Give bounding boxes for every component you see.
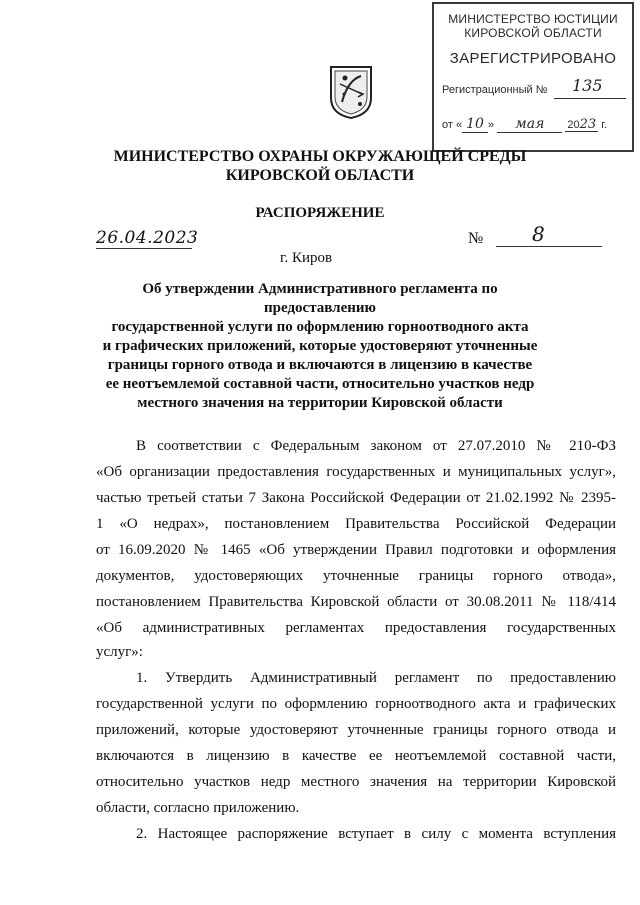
heading-line: границы горного отвода и включаются в лицензию в качестве: [107, 357, 533, 373]
stamp-authority: [434, 12, 632, 40]
body-line: от 16.09.2020 № 1465 «Об утверждении Правил подготовки и оформления: [96, 542, 616, 558]
stamp-date-mid: »: [487, 119, 495, 131]
body-line: включаются в лицензию в качестве ее неотъемлемой составной части,: [96, 748, 616, 764]
body-line: В соответствии с Федеральным законом от 27.07.2010 № 210-ФЗ: [136, 438, 616, 454]
document-number: 8: [532, 222, 545, 246]
ministry-name: [100, 147, 540, 185]
stamp-date: [442, 116, 607, 132]
document-city: г. Киров: [280, 250, 333, 266]
stamp-status: ЗАРЕГИСТРИРОВАНО: [449, 50, 617, 67]
ministry-name-line-1: МИНИСТЕРСТВО ОХРАНЫ ОКРУЖАЮЩЕЙ СРЕДЫ: [113, 148, 527, 165]
stamp-date-month: мая: [497, 116, 562, 133]
heading-line: Об утверждении Административного регламента по предоставлению: [142, 281, 498, 316]
heading-line: и графических приложений, которые удостоверяют уточненные: [102, 338, 538, 354]
ministry-name-line-2: КИРОВСКОЙ ОБЛАСТИ: [225, 167, 415, 184]
document-type: РАСПОРЯЖЕНИЕ: [255, 205, 385, 221]
stamp-reg-number: 135: [572, 76, 603, 95]
stamp-date-year-prefix: 20: [567, 119, 580, 131]
document-date: 26.04.2023: [96, 228, 199, 248]
body-line: «Об организации предоставления государственных и муниципальных услуг»,: [96, 464, 616, 480]
body-line: документов, удостоверяющих уточненные границы горного отвода»,: [96, 568, 616, 584]
stamp-reg-label: Регистрационный №: [442, 84, 548, 96]
stamp-date-suffix: г.: [601, 119, 607, 131]
coat-of-arms-emblem: [328, 64, 374, 120]
document-number-label: №: [468, 230, 484, 247]
stamp-date-year-suffix: 23: [579, 117, 597, 132]
heading-line: местного значения на территории Кировской области: [137, 395, 503, 411]
stamp-reg-underline: [554, 98, 626, 99]
body-line: 2. Настоящее распоряжение вступает в силу с момента вступления: [136, 826, 616, 842]
stamp-line-1: МИНИСТЕРСТВО ЮСТИЦИИ: [448, 12, 618, 26]
body-line: приложений, которые удостоверяют уточненные границы горного отвода и: [96, 722, 616, 738]
heading-line: ее неотъемлемой составной части, относительно участков недр: [105, 376, 535, 392]
body-line: «Об административных регламентах предоставления государственных: [96, 620, 616, 636]
registration-stamp: [432, 2, 634, 152]
document-number-underline: [496, 246, 602, 247]
stamp-date-prefix: от «: [442, 119, 463, 131]
body-line: частью третьей статьи 7 Закона Российской Федерации от 21.02.1992 № 2395-: [96, 490, 616, 506]
document-heading: [90, 280, 550, 413]
stamp-line-2: КИРОВСКОЙ ОБЛАСТИ: [464, 26, 602, 40]
body-line: относительно участков недр местного значения на территории Кировской: [96, 774, 616, 790]
body-line: постановлением Правительства Кировской области от 30.08.2011 № 118/414: [96, 594, 616, 610]
body-line: государственной услуги по оформлению горноотводного акта и графических: [96, 696, 616, 712]
body-line: услуг»:: [96, 644, 143, 660]
body-line: 1. Утвердить Административный регламент по предоставлению: [136, 670, 616, 686]
stamp-date-day: 10: [462, 116, 488, 133]
body-line: 1 «О недрах», постановлением Правительства Российской Федерации: [96, 516, 616, 532]
body-line: области, согласно приложению.: [96, 800, 300, 816]
heading-line: государственной услуги по оформлению горноотводного акта: [111, 319, 529, 335]
